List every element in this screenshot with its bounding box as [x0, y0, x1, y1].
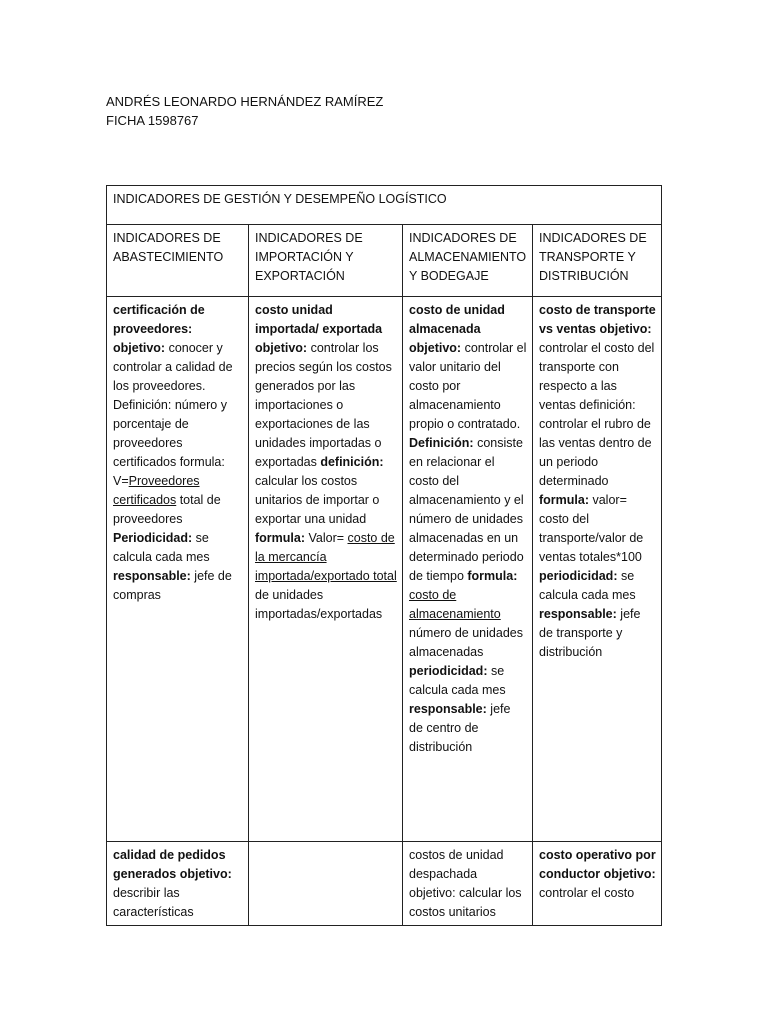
bold-label: responsable: — [409, 702, 487, 716]
cell-costos-unidad-despachada — [403, 842, 533, 926]
cell-text: controlar los precios según los costos generados por las importaciones o exportaciones de las unidades importadas o exportadas — [255, 341, 392, 469]
bold-label: costo unidad importada/ exportada — [255, 303, 383, 336]
column-header-abastecimiento: INDICADORES DE ABASTECIMIENTO — [107, 225, 249, 297]
cell-text: jefe de compras — [113, 569, 232, 602]
bold-label: costo operativo por conductor — [539, 848, 656, 881]
column-header-transporte: INDICADORES DE TRANSPORTE Y DISTRIBUCIÓN — [533, 225, 662, 297]
cell-text: controlar el valor unitario del costo por almacenamiento propio o contratado. — [409, 341, 527, 431]
bold-label: costo de transporte vs ventas — [539, 303, 656, 336]
cell-text: conocer y controlar a calidad de los proveedores. Definición: número y porcentaje de proveedores certificados formula: V= — [113, 341, 233, 488]
cell-costo-unidad-importada — [249, 297, 403, 842]
cell-text: controlar el costo — [539, 886, 635, 900]
column-header-importacion: INDICADORES DE IMPORTACIÓN Y EXPORTACIÓN — [249, 225, 403, 297]
bold-label: costo de unidad almacenada — [409, 303, 505, 336]
table-title-row — [107, 186, 662, 225]
column-header-almacenamiento: INDICADORES DE ALMACENAMIENTO Y BODEGAJE — [403, 225, 533, 297]
bold-label: certificación de proveedores: — [113, 303, 205, 336]
bold-label: responsable: — [539, 607, 617, 621]
bold-label: objetivo: — [599, 322, 652, 336]
cell-text: se calcula cada mes — [409, 664, 506, 697]
bold-label: Definición: — [409, 436, 474, 450]
cell-text: se calcula cada mes — [539, 569, 636, 602]
bold-label: objetivo: — [179, 867, 232, 881]
author-name: ANDRÉS LEONARDO HERNÁNDEZ RAMÍREZ — [106, 94, 384, 109]
cell-certificacion-proveedores — [107, 297, 249, 842]
bold-label: formula: — [539, 493, 589, 507]
ficha-number: FICHA 1598767 — [106, 113, 199, 128]
underlined-text: Proveedores certificados — [113, 474, 200, 507]
cell-text: total de proveedores — [113, 493, 221, 526]
bold-label: objetivo: — [409, 341, 462, 355]
cell-text: consiste en relacionar el costo del almacenamiento y el número de unidades almacenadas en un determinado periodo de tiempo — [409, 436, 524, 583]
cell-text: valor= costo del transporte/valor de ventas totales*100 — [539, 493, 644, 564]
underlined-text: costo de la mercancía importada/exportado total — [255, 531, 397, 583]
table-row — [107, 842, 662, 926]
cell-costo-operativo-conductor — [533, 842, 662, 926]
cell-text: controlar el costo del transporte con respecto a las ventas definición: controlar el rubro de las ventas dentro de un periodo determinado — [539, 341, 655, 488]
bold-label: objetivo: — [603, 867, 656, 881]
bold-label: objetivo: — [255, 341, 308, 355]
bold-label: formula: — [255, 531, 305, 545]
bold-label: responsable: — [113, 569, 191, 583]
bold-label: Periodicidad: — [113, 531, 193, 545]
table-header-row — [107, 225, 662, 297]
cell-text: Valor= — [305, 531, 348, 545]
bold-label: formula: — [467, 569, 518, 583]
table-title: INDICADORES DE GESTIÓN Y DESEMPEÑO LOGÍSTICO — [107, 186, 662, 225]
cell-text: de unidades importadas/exportadas — [255, 588, 383, 621]
cell-text: costos de unidad despachada objetivo: calcular los costos unitarios — [409, 848, 522, 919]
bold-label: calidad de pedidos generados — [113, 848, 226, 881]
cell-text: jefe de transporte y distribución — [539, 607, 641, 659]
bold-label: definición: — [320, 455, 384, 469]
cell-text: calcular los costos unitarios de importar o exportar una unidad — [255, 474, 380, 526]
cell-text: jefe de centro de distribución — [409, 702, 511, 754]
cell-costo-unidad-almacenada — [403, 297, 533, 842]
cell-costo-transporte-ventas — [533, 297, 662, 842]
cell-empty — [249, 842, 403, 926]
cell-text: describir las características — [113, 886, 194, 919]
cell-text: número de unidades almacenadas — [409, 626, 523, 659]
underlined-text: costo de almacenamiento — [409, 588, 501, 621]
document-header — [106, 92, 383, 130]
bold-label: objetivo: — [113, 341, 166, 355]
indicators-table — [106, 185, 662, 926]
table-row — [107, 297, 662, 842]
bold-label: periodicidad: — [409, 664, 488, 678]
cell-calidad-pedidos — [107, 842, 249, 926]
bold-label: periodicidad: — [539, 569, 618, 583]
cell-text: se calcula cada mes — [113, 531, 210, 564]
